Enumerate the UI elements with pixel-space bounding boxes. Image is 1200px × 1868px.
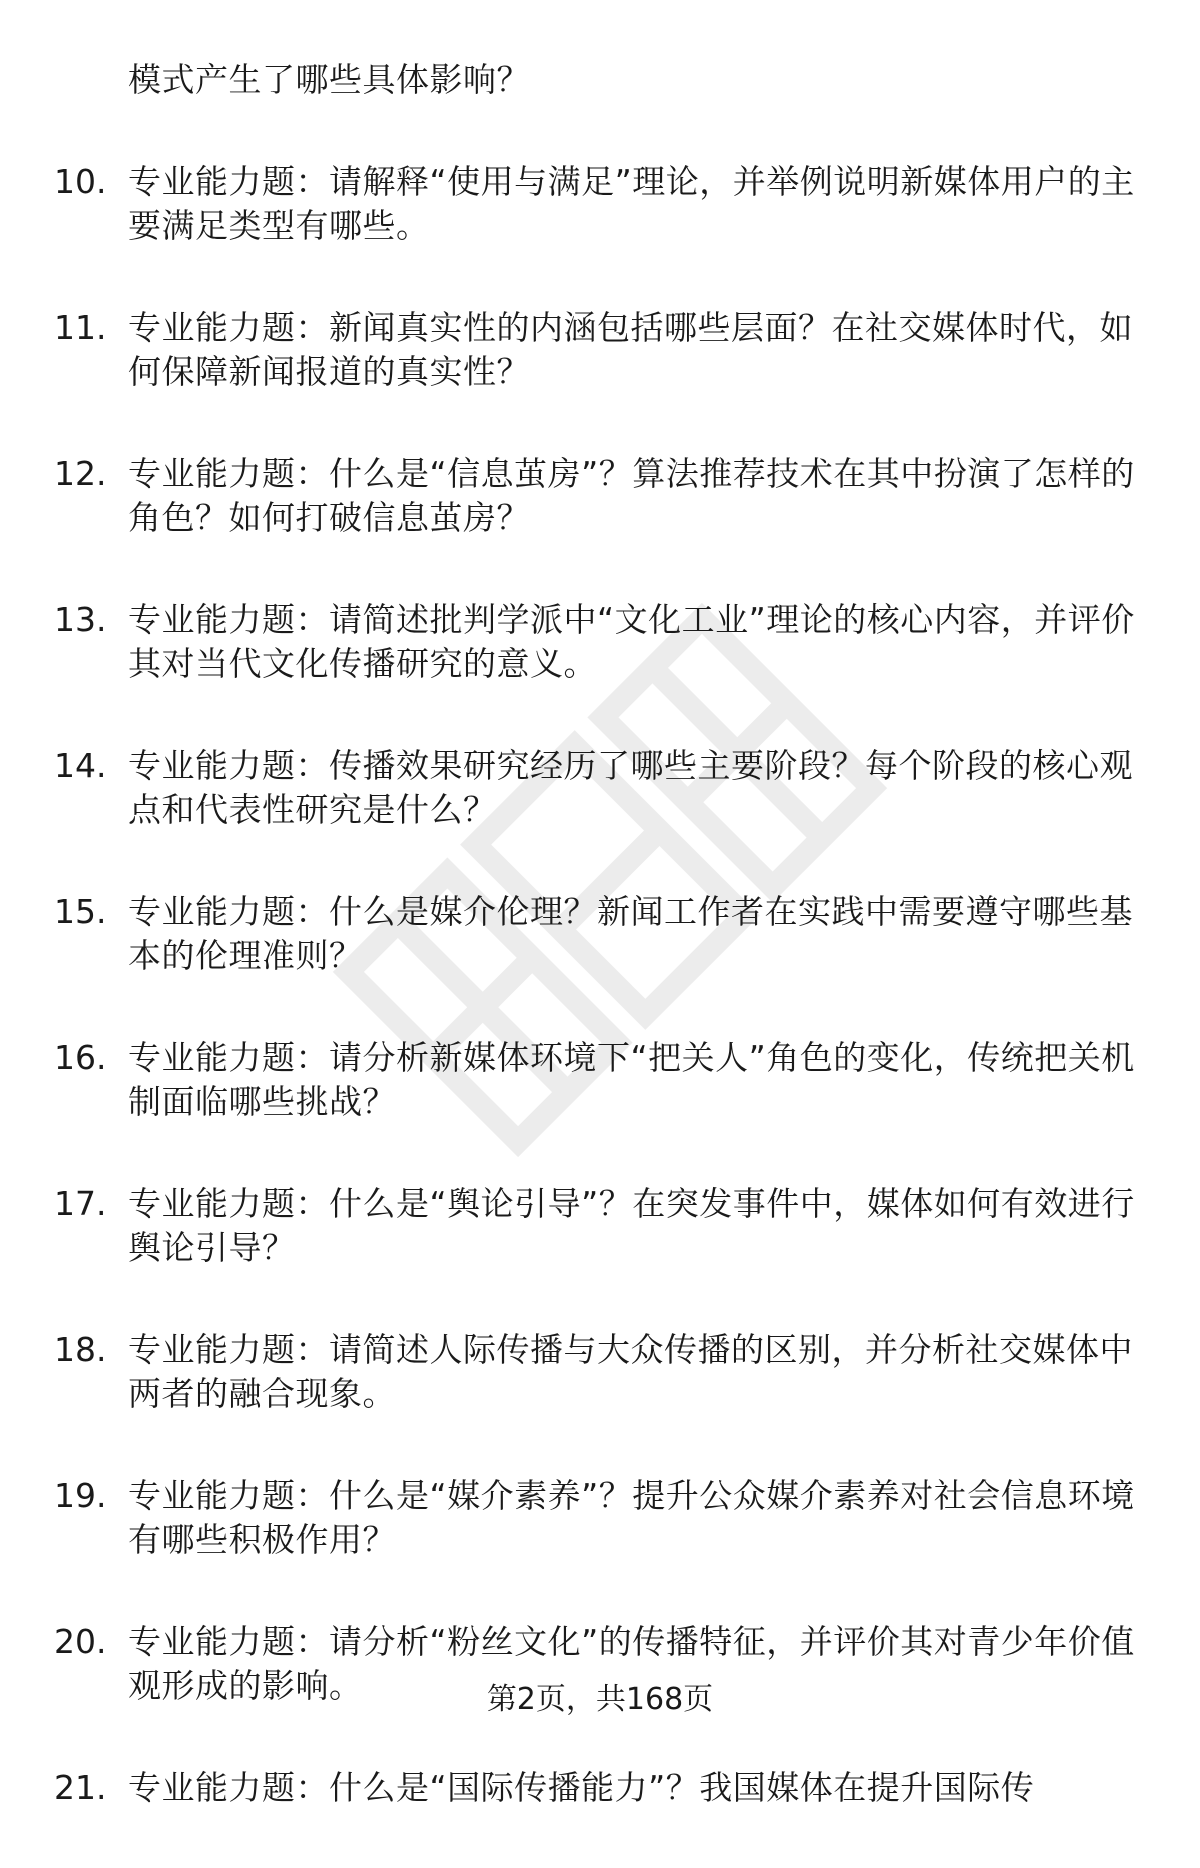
question-number: 10. <box>54 162 107 201</box>
question-number: 18. <box>54 1330 107 1369</box>
question-number: 20. <box>54 1622 107 1661</box>
question-number: 16. <box>54 1038 107 1077</box>
page-footer: 第2页，共168页 <box>486 1682 714 1717</box>
question-number: 14. <box>54 746 107 785</box>
list-item <box>0 1328 1200 1416</box>
list-item <box>0 160 1200 248</box>
question-number: 17. <box>54 1184 107 1223</box>
question-text: 专业能力题：请解释“使用与满足”理论，并举例说明新媒体用户的主要满足类型有哪些。 <box>128 162 1135 245</box>
list-item <box>0 890 1200 978</box>
list-item <box>0 1182 1200 1270</box>
question-number: 12. <box>54 454 107 493</box>
list-item <box>0 1474 1200 1562</box>
list-item <box>0 452 1200 540</box>
list-item <box>0 1036 1200 1124</box>
list-item-continuation <box>0 58 1200 102</box>
question-text: 专业能力题：什么是“国际传播能力”？我国媒体在提升国际传 <box>128 1768 1035 1807</box>
question-text: 专业能力题：什么是“信息茧房”？算法推荐技术在其中扮演了怎样的角色？如何打破信息茧房？ <box>128 454 1135 537</box>
question-text: 专业能力题：传播效果研究经历了哪些主要阶段？每个阶段的核心观点和代表性研究是什么？ <box>128 746 1133 829</box>
question-number: 15. <box>54 892 107 931</box>
question-number: 11. <box>54 308 107 347</box>
question-text: 专业能力题：什么是媒介伦理？新闻工作者在实践中需要遵守哪些基本的伦理准则？ <box>128 892 1133 975</box>
question-text: 专业能力题：请分析“粉丝文化”的传播特征，并评价其对青少年价值观形成的影响。 <box>128 1622 1135 1705</box>
question-text: 专业能力题：请分析新媒体环境下“把关人”角色的变化，传统把关机制面临哪些挑战？ <box>128 1038 1135 1121</box>
question-text: 模式产生了哪些具体影响？ <box>128 60 530 99</box>
list-item <box>0 306 1200 394</box>
question-number: 19. <box>54 1476 107 1515</box>
question-text: 专业能力题：新闻真实性的内涵包括哪些层面？在社交媒体时代，如何保障新闻报道的真实性？ <box>128 308 1133 391</box>
question-text: 专业能力题：请简述批判学派中“文化工业”理论的核心内容，并评价其对当代文化传播研究的意义。 <box>128 600 1135 683</box>
question-text: 专业能力题：请简述人际传播与大众传播的区别，并分析社交媒体中两者的融合现象。 <box>128 1330 1133 1413</box>
list-item <box>0 598 1200 686</box>
question-text: 专业能力题：什么是“舆论引导”？在突发事件中，媒体如何有效进行舆论引导？ <box>128 1184 1135 1267</box>
question-number: 21. <box>54 1768 107 1807</box>
question-text: 专业能力题：什么是“媒介素养”？提升公众媒介素养对社会信息环境有哪些积极作用？ <box>128 1476 1135 1559</box>
question-number: 13. <box>54 600 107 639</box>
list-item <box>0 744 1200 832</box>
question-list <box>0 58 1200 1868</box>
list-item <box>0 1766 1200 1810</box>
